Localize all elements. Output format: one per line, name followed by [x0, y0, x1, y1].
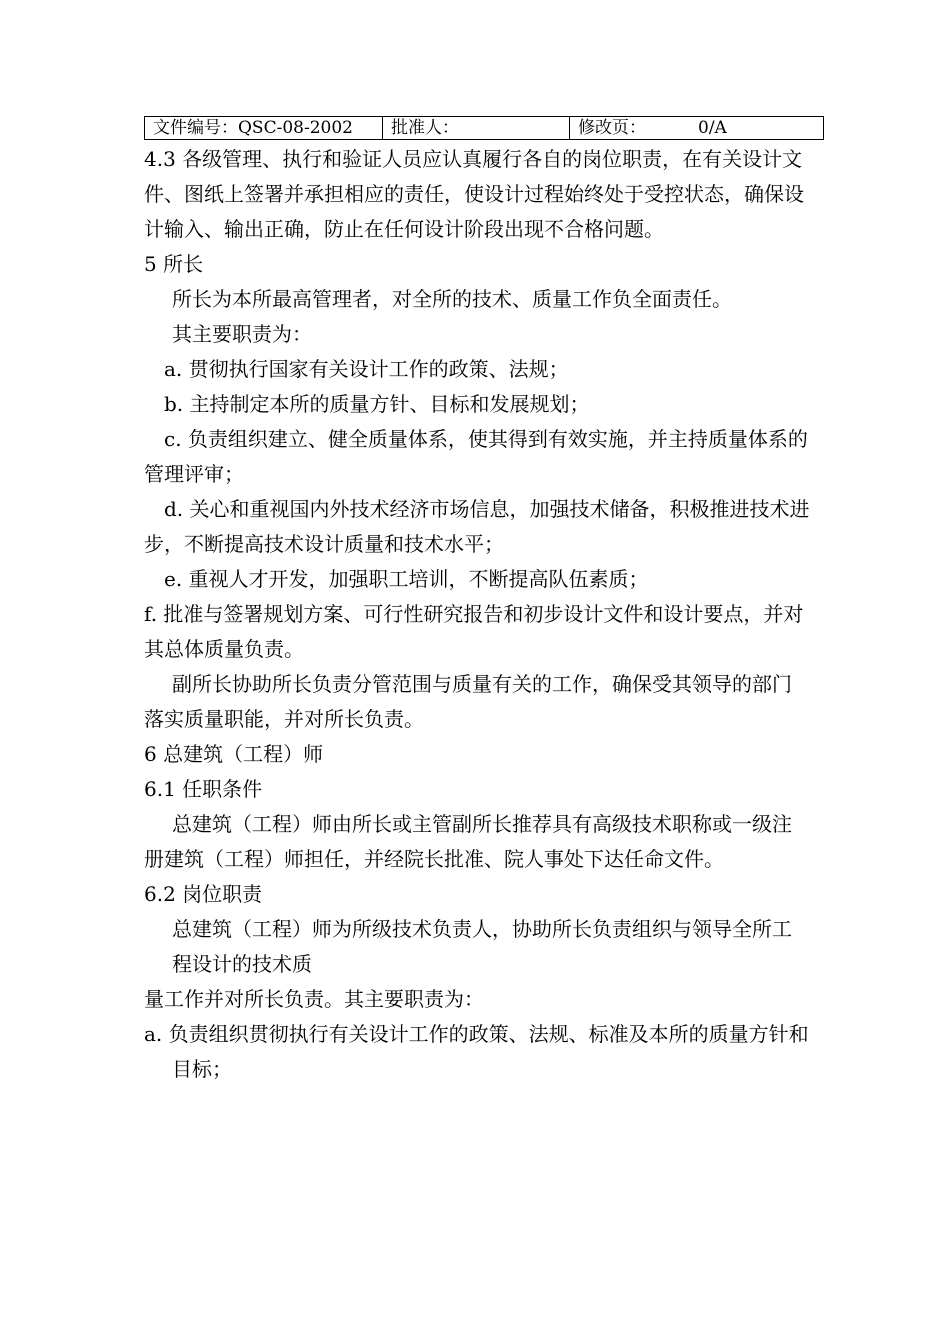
director-intro: 所长为本所最高管理者，对全所的技术、质量工作负全面责任。: [172, 287, 732, 311]
director-duty-b: b. 主持制定本所的质量方针、目标和发展规划；: [164, 392, 590, 416]
doc-number: QSC-08-2002: [238, 118, 353, 138]
revision-value: 0/A: [698, 118, 727, 138]
director-duty-d: d. 关心和重视国内外技术经济市场信息，加强技术储备，积极推进技术进步，不断提高技术设计质量和技术水平；: [144, 497, 810, 556]
document-header-table: [144, 116, 824, 140]
revision-cell: [570, 117, 823, 139]
director-duty-e: e. 重视人才开发，加强职工培训，不断提高队伍素质；: [164, 567, 649, 591]
section-6-2-heading: 6.2 岗位职责: [144, 882, 263, 906]
deputy-director-paragraph: 副所长协助所长负责分管范围与质量有关的工作，确保受其领导的部门落实质量职能，并对所长负责。: [144, 672, 792, 731]
director-duty-a: a. 贯彻执行国家有关设计工作的政策、法规；: [164, 357, 569, 381]
section-6-1-heading: 6.1 任职条件: [144, 777, 263, 801]
chief-engineer-duty-a: a. 负责组织贯彻执行有关设计工作的政策、法规、标准及本所的质量方针和目标；: [144, 1022, 809, 1081]
chief-engineer-role-paragraph: 总建筑（工程）师为所级技术负责人，协助所长负责组织与领导全所工程设计的技术质: [172, 917, 792, 976]
director-duty-f: f. 批准与签署规划方案、可行性研究报告和初步设计文件和设计要点，并对其总体质量负责。: [144, 602, 804, 661]
section-5-heading: 5 所长: [144, 252, 204, 276]
paragraph-4-3: 4.3 各级管理、执行和验证人员应认真履行各自的岗位职责，在有关设计文件、图纸上签署并承担相应的责任，使设计过程始终处于受控状态，确保设计输入、输出正确，防止在任何设计阶段出现不合格问题。: [144, 147, 804, 241]
chief-engineer-role-continuation: 量工作并对所长负责。其主要职责为：: [144, 987, 484, 1011]
approver-cell: [383, 117, 570, 139]
qualification-paragraph: 总建筑（工程）师由所长或主管副所长推荐具有高级技术职称或一级注册建筑（工程）师担任，并经院长批准、院人事处下达任命文件。: [144, 812, 792, 871]
document-body: [144, 142, 810, 1087]
doc-number-cell: [145, 117, 383, 139]
revision-label: 修改页：: [578, 118, 646, 138]
director-duties-lead: 其主要职责为：: [172, 322, 312, 346]
section-6-heading: 6 总建筑（工程）师: [144, 742, 324, 766]
approver-label: 批准人：: [391, 118, 459, 138]
director-duty-c: c. 负责组织建立、健全质量体系，使其得到有效实施，并主持质量体系的管理评审；: [144, 427, 808, 486]
doc-number-label: 文件编号：: [153, 118, 238, 138]
